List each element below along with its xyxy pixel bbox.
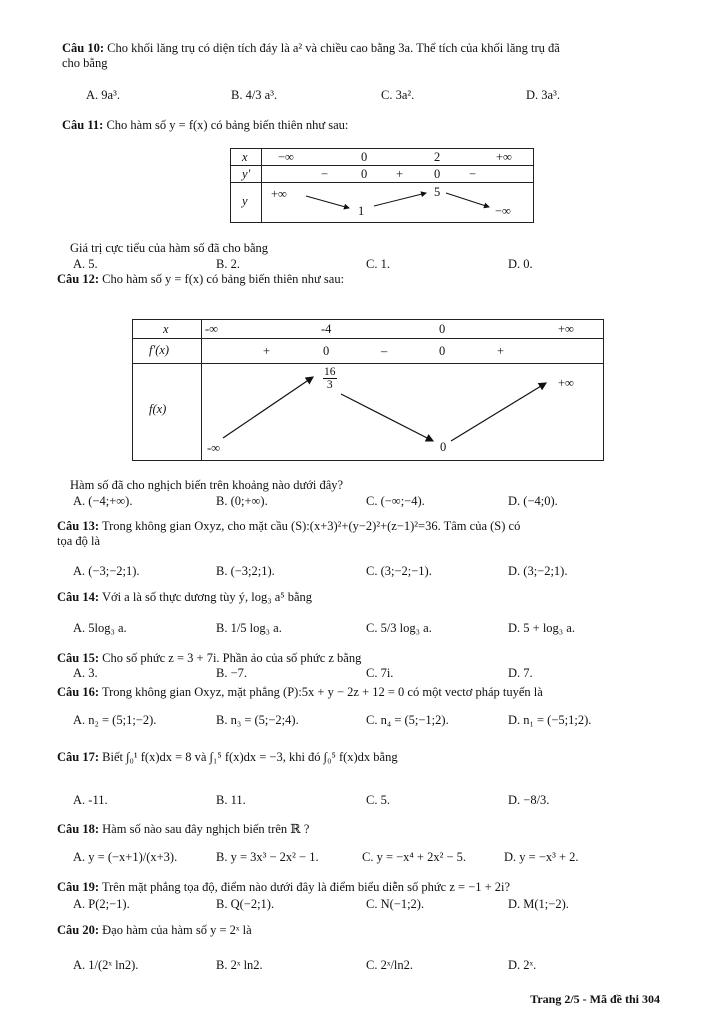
yp-zero-2: 0	[434, 167, 441, 181]
yp-zero-1: 0	[361, 167, 368, 181]
option-a: A. n₂ = (5;1;−2).	[73, 713, 157, 727]
option-b: B. y = 3x³ − 2x² − 1.	[216, 850, 319, 864]
option-b: B. n₃ = (5;−2;4).	[216, 713, 299, 727]
option-a: A. 5.	[73, 257, 98, 271]
variation-table-11	[230, 148, 534, 223]
x-pos-inf: +∞	[496, 150, 512, 164]
question-text: Trong không gian Oxyz, mặt phẳng (P):5x + y − 2z + 12 = 0 có một vectơ pháp tuyến là	[101, 685, 543, 699]
question-11	[62, 118, 685, 133]
option-d: D. n₁ = (−5;1;2).	[508, 713, 592, 727]
option-a: A. -11.	[73, 793, 108, 807]
option-d: D. (−4;0).	[508, 494, 558, 508]
question-15	[57, 651, 685, 666]
option-b: B. 11.	[216, 793, 246, 807]
question-20	[57, 923, 685, 938]
question-text: Trên mặt phẳng tọa độ, điểm nào dưới đây là điểm biểu diễn số phức z = −1 + 2i?	[101, 880, 511, 894]
question-label: Câu 12:	[57, 272, 100, 286]
fp-zero-1: 0	[323, 344, 330, 358]
question-label: Câu 13:	[57, 519, 100, 533]
options-14	[73, 621, 676, 641]
x-neg-inf: −∞	[278, 150, 294, 164]
y-header: y	[242, 194, 248, 208]
question-label: Câu 19:	[57, 880, 100, 894]
x-0: 0	[439, 322, 446, 336]
question-11-ask	[62, 241, 685, 256]
arrow-up	[374, 193, 426, 206]
option-b: B. Q(−2;1).	[216, 897, 275, 911]
arrow-up-2	[451, 383, 546, 441]
page-footer: Trang 2/5 - Mã đề thi 304	[530, 992, 660, 1006]
question-text: Đạo hàm của hàm số y = 2ˣ là	[102, 923, 252, 937]
option-a: A. 5log₃ a.	[73, 621, 127, 635]
option-d: D. y = −x³ + 2.	[504, 850, 579, 864]
y-neg-inf: −∞	[495, 204, 511, 218]
option-c: C. N(−1;2).	[366, 897, 425, 911]
options-16	[73, 713, 676, 733]
options-15	[73, 666, 676, 686]
option-b: B. 2ˣ ln2.	[216, 958, 263, 972]
question-18	[57, 822, 685, 837]
x-header: x	[242, 150, 248, 164]
yp-sign-1: −	[321, 167, 329, 181]
f-pos-inf: +∞	[558, 376, 574, 390]
option-d: D. −8/3.	[508, 793, 550, 807]
option-a: A. (−3;−2;1).	[73, 564, 140, 578]
fp-zero-2: 0	[439, 344, 446, 358]
question-14	[57, 590, 685, 605]
options-20	[73, 958, 676, 978]
option-c: C. (−∞;−4).	[366, 494, 425, 508]
yp-sign-2: +	[396, 167, 404, 181]
question-text: Cho hàm số y = f(x) có bảng biến thiên như sau:	[106, 118, 349, 132]
fp-sign-3: +	[497, 344, 505, 358]
question-17	[57, 750, 685, 765]
option-b: B. (−3;2;1).	[216, 564, 275, 578]
option-d: D. 2ˣ.	[508, 958, 537, 972]
options-12	[73, 494, 676, 514]
question-text: Cho khối lăng trụ có diện tích đáy là a² và chiều cao bằng 3a. Thể tích của khối lăng trụ đã	[107, 41, 560, 55]
question-label: Câu 20:	[57, 923, 100, 937]
option-a: A. (−4;+∞).	[73, 494, 133, 508]
arrow-down-2	[446, 193, 489, 207]
option-c: C. y = −x⁴ + 2x² − 5.	[362, 850, 467, 864]
option-c: C. n₄ = (5;−1;2).	[366, 713, 449, 727]
question-text-cont: cho bằng	[62, 56, 108, 70]
option-d: D. M(1;−2).	[508, 897, 569, 911]
options-19	[73, 897, 676, 917]
variation-arrows	[231, 149, 533, 222]
question-text: Hàm số đã cho nghịch biến trên khoảng nào dưới đây?	[70, 478, 344, 492]
x-0: 0	[361, 150, 368, 164]
option-a: A. 3.	[73, 666, 98, 680]
yp-sign-3: −	[469, 167, 477, 181]
y-max-5: 5	[434, 185, 441, 199]
question-text-cont: tọa độ là	[57, 534, 101, 548]
question-10	[62, 41, 685, 71]
x-pos-inf: +∞	[558, 322, 574, 336]
option-d: D. 5 + log₃ a.	[508, 621, 575, 635]
option-c: C. 3a².	[381, 88, 415, 102]
f-neg-inf: -∞	[207, 441, 221, 455]
option-b: B. 1/5 log₃ a.	[216, 621, 282, 635]
question-12-ask	[62, 478, 685, 493]
question-text: Trong không gian Oxyz, cho mặt cầu (S):(x+3)²+(y−2)²+(z−1)²=36. Tâm của (S) có	[101, 519, 521, 533]
options-17	[73, 793, 676, 813]
f-max-den: 3	[326, 379, 333, 391]
question-label: Câu 15:	[57, 651, 100, 665]
arrow-up-1	[223, 377, 313, 438]
question-text: Với a là số thực dương tùy ý, log₃ a⁵ bằng	[101, 590, 313, 604]
fp-header: f′(x)	[149, 343, 170, 357]
option-a: A. y = (−x+1)/(x+3).	[73, 850, 178, 864]
option-d: D. 7.	[508, 666, 533, 680]
question-13	[57, 519, 685, 549]
option-c: C. 5.	[366, 793, 390, 807]
option-d: D. 0.	[508, 257, 533, 271]
option-c: C. 2ˣ/ln2.	[366, 958, 414, 972]
question-label: Câu 11:	[62, 118, 104, 132]
x-header: x	[163, 322, 169, 336]
option-b: B. 2.	[216, 257, 240, 271]
fp-sign-1: +	[263, 344, 271, 358]
f-min-0: 0	[440, 440, 447, 454]
question-label: Câu 16:	[57, 685, 100, 699]
option-d: D. 3a³.	[526, 88, 560, 102]
option-a: A. 9a³.	[86, 88, 120, 102]
f-max-num: 16	[324, 366, 336, 378]
question-19	[57, 880, 685, 895]
arrow-down	[341, 394, 433, 441]
question-label: Câu 14:	[57, 590, 100, 604]
option-b: B. 4/3 a³.	[231, 88, 278, 102]
options-10	[76, 88, 676, 108]
variation-arrows	[133, 320, 603, 460]
options-18	[73, 850, 676, 870]
option-c: C. 7i.	[366, 666, 394, 680]
question-label: Câu 17:	[57, 750, 100, 764]
option-c: C. 5/3 log₃ a.	[366, 621, 432, 635]
option-d: D. (3;−2;1).	[508, 564, 568, 578]
question-text: Biết ∫₀¹ f(x)dx = 8 và ∫₁⁵ f(x)dx = −3, khi đó ∫₀⁵ f(x)dx bằng	[102, 750, 398, 764]
question-label: Câu 10:	[62, 41, 105, 55]
y-min-1: 1	[358, 204, 365, 218]
option-a: A. 1/(2ˣ ln2).	[73, 958, 139, 972]
yp-header: y′	[242, 167, 251, 181]
option-b: B. −7.	[216, 666, 248, 680]
variation-table-12	[132, 319, 604, 461]
f-header: f(x)	[149, 402, 167, 416]
x-2: 2	[434, 150, 441, 164]
option-b: B. (0;+∞).	[216, 494, 268, 508]
y-pos-inf: +∞	[271, 187, 287, 201]
x-neg4: -4	[321, 322, 332, 336]
option-c: C. 1.	[366, 257, 390, 271]
x-neg-inf: -∞	[205, 322, 219, 336]
question-12	[57, 272, 685, 287]
question-16	[57, 685, 685, 700]
arrow-down-1	[306, 196, 349, 208]
option-c: C. (3;−2;−1).	[366, 564, 432, 578]
question-label: Câu 18:	[57, 822, 100, 836]
fp-sign-2: –	[381, 344, 388, 358]
options-13	[73, 564, 676, 584]
question-text: Hàm số nào sau đây nghịch biến trên ℝ ?	[102, 822, 310, 836]
question-text: Cho số phức z = 3 + 7i. Phần ảo của số phức z bằng	[102, 651, 362, 665]
question-text: Cho hàm số y = f(x) có bảng biến thiên như sau:	[102, 272, 345, 286]
question-text: Giá trị cực tiểu của hàm số đã cho bằng	[70, 241, 269, 255]
option-a: A. P(2;−1).	[73, 897, 130, 911]
